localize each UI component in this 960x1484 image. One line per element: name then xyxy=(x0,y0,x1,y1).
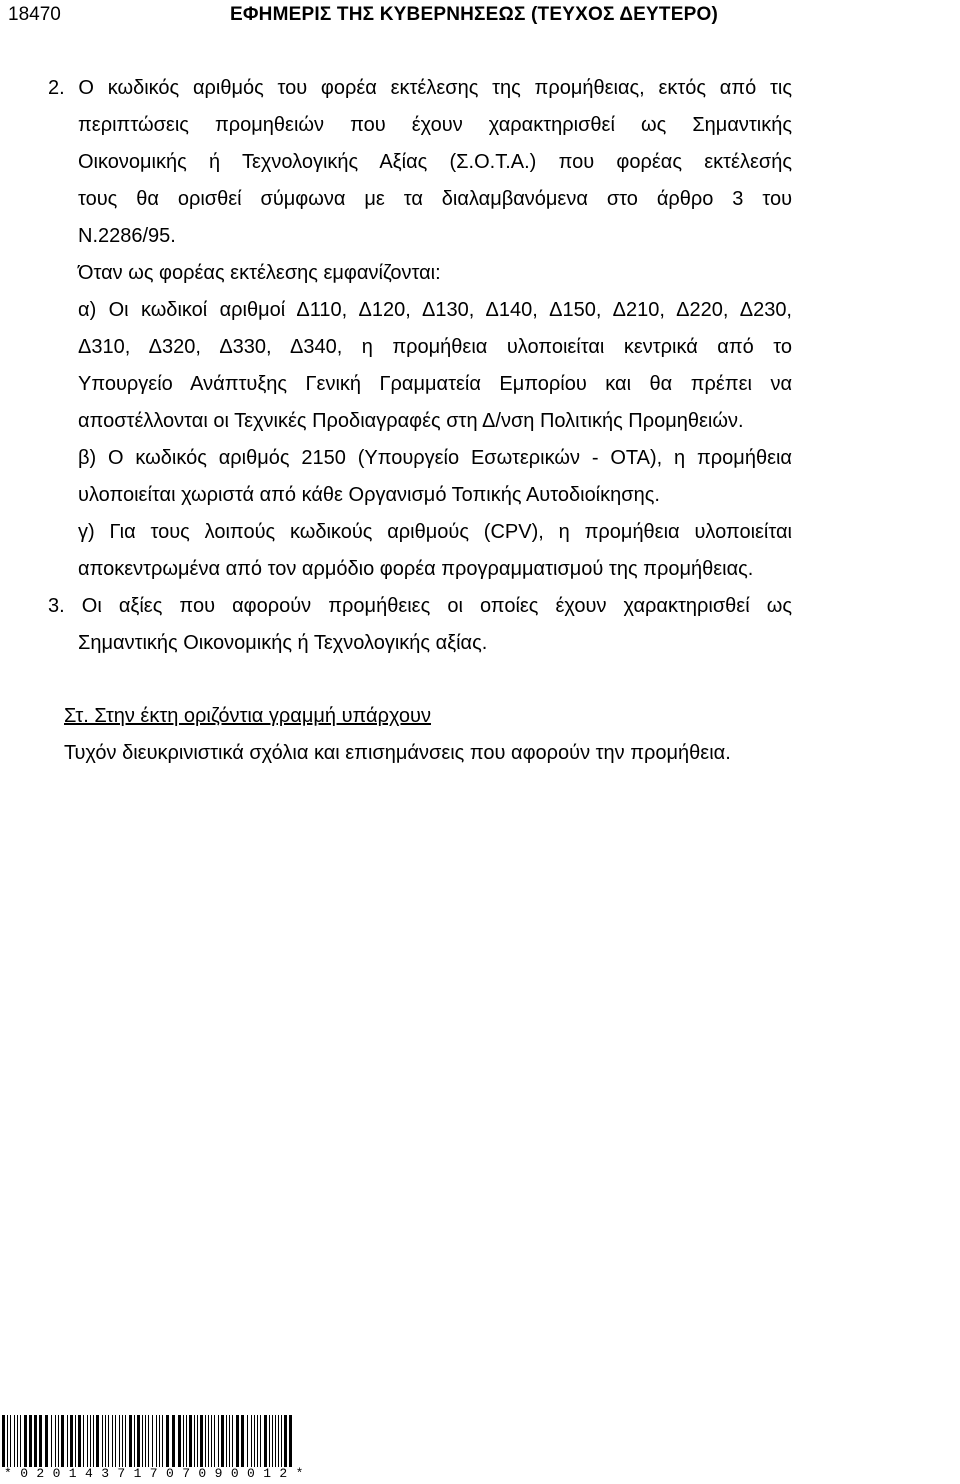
item2-line-3: Οικονομικής ή Τεχνολογικής Αξίας (Σ.Ο.Τ.Α.) που φορέας εκτέλεσής xyxy=(78,151,792,173)
a-line-1: α) Οι κωδικοί αριθμοί Δ110, Δ120, Δ130, Δ140, Δ150, Δ210, Δ220, Δ230, xyxy=(78,299,792,321)
a-line-3: Υπουργείο Ανάπτυξης Γενική Γραμματεία Εμπορίου και θα πρέπει να xyxy=(78,373,792,395)
c-line-2: αποκεντρωμένα από τον αρμόδιο φορέα προγραμματισμού της προμήθειας. xyxy=(78,558,754,580)
b-line-2: υλοποιείται χωριστά από κάθε Οργανισμό Τοπικής Αυτοδιοίκησης. xyxy=(78,484,660,506)
barcode xyxy=(2,1415,298,1467)
barcode-bar xyxy=(292,1415,295,1467)
item3-line-1: 3. Οι αξίες που αφορούν προμήθειες οι οποίες έχουν χαρακτηρισθεί ως xyxy=(48,595,792,617)
page-number: 18470 xyxy=(8,4,61,25)
item3-line-2: Σημαντικής Οικονομικής ή Τεχνολογικής αξίας. xyxy=(78,632,488,654)
gazette-title: ΕΦΗΜΕΡΙΣ ΤΗΣ ΚΥΒΕΡΝΗΣΕΩΣ (ΤΕΥΧΟΣ ΔΕΥΤΕΡΟ) xyxy=(230,4,718,25)
item2-line-4: τους θα ορισθεί σύμφωνα με τα διαλαμβανόμενα στο άρθρο 3 του xyxy=(78,188,792,210)
barcode-text: *02014371707090012* xyxy=(4,1466,312,1481)
item2-line-1: 2. Ο κωδικός αριθμός του φορέα εκτέλεσης της προμήθειας, εκτός από τις xyxy=(48,77,792,99)
section-heading: Στ. Στην έκτη οριζόντια γραμμή υπάρχουν xyxy=(64,705,431,727)
c-line-1: γ) Για τους λοιπούς κωδικούς αριθμούς (CPV), η προμήθεια υλοποιείται xyxy=(78,521,792,543)
intro-line: Όταν ως φορέας εκτέλεσης εμφανίζονται: xyxy=(78,262,441,284)
b-line-1: β) Ο κωδικός αριθμός 2150 (Υπουργείο Εσωτερικών - ΟΤΑ), η προμήθεια xyxy=(78,447,792,469)
item2-line-2: περιπτώσεις προμηθειών που έχουν χαρακτηρισθεί ως Σημαντικής xyxy=(78,114,792,136)
a-line-4: αποστέλλονται οι Τεχνικές Προδιαγραφές στη Δ/νση Πολιτικής Προμηθειών. xyxy=(78,410,744,432)
item2-line-5: Ν.2286/95. xyxy=(78,225,176,247)
a-line-2: Δ310, Δ320, Δ330, Δ340, η προμήθεια υλοποιείται κεντρικά από το xyxy=(78,336,792,358)
section-text: Τυχόν διευκρινιστικά σχόλια και επισημάνσεις που αφορούν την προμήθεια. xyxy=(64,742,731,764)
